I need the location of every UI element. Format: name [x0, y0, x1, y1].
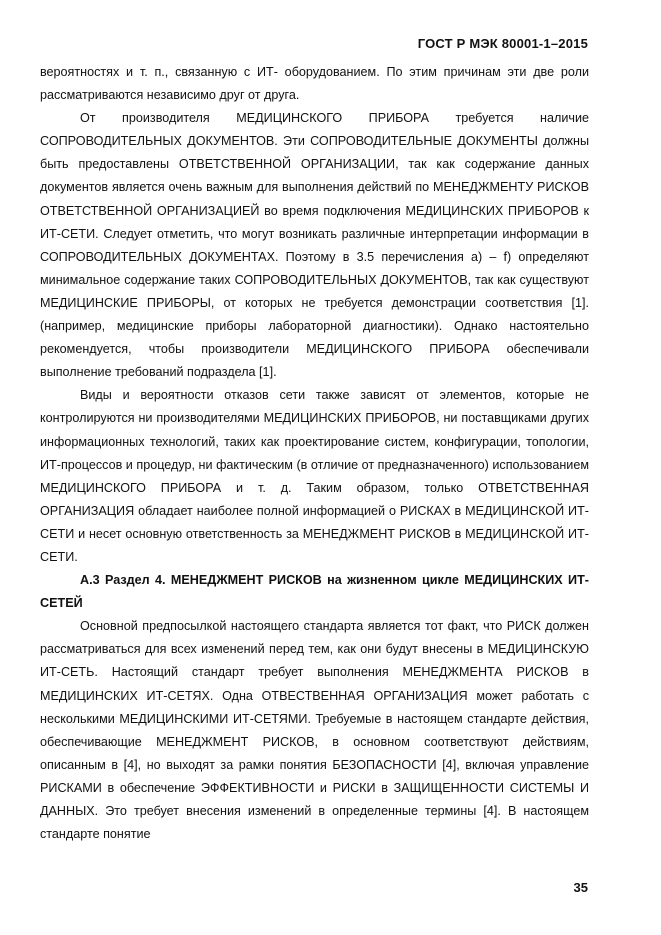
document-body [40, 61, 589, 846]
paragraph-accompanying-documents: От производителя МЕДИЦИНСКОГО ПРИБОРА требуется наличие СОПРОВОДИТЕЛЬНЫХ ДОКУМЕНТОВ. Эти СОПРОВОДИТЕЛЬНЫЕ ДОКУМЕНТЫ должны быть предоставлены ОТВЕТСТВЕННОЙ ОРГАНИЗАЦИИ, так как содержание данных документов является очень важным для выполнения действий по МЕНЕДЖМЕНТУ РИСКОВ ОТВЕТСТВЕННОЙ ОРГАНИЗАЦИЕЙ во время подключения МЕДИЦИНСКИХ ПРИБОРОВ к ИТ-СЕТИ. Следует отметить, что могут возникать различные интерпретации информации в СОПРОВОДИТЕЛЬНЫХ ДОКУМЕНТАХ. Поэтому в 3.5 перечисления а) – f) определяют минимальное содержание таких СОПРОВОДИТЕЛЬНЫХ ДОКУМЕНТОВ, так как существуют МЕДИЦИНСКИЕ ПРИБОРЫ, от которых не требуется демонстрации соответствия [1]. (например, медицинские приборы лабораторной диагностики). Однако настоятельно рекомендуется, чтобы производители МЕДИЦИНСКОГО ПРИБОРА обеспечивали выполнение требований подраздела [1]. [40, 111, 589, 380]
paragraph-risk-management: Основной предпосылкой настоящего стандарта является тот факт, что РИСК должен рассматриваться для всех изменений перед тем, как они будут внесены в МЕДИЦИНСКУЮ ИТ-СЕТЬ. Настоящий стандарт требует выполнения МЕНЕДЖМЕНТА РИСКОВ в МЕДИЦИНСКИХ ИТ-СЕТЯХ. Одна ОТВЕСТВЕННАЯ ОРГАНИЗАЦИЯ может работать с несколькими МЕДИЦИНСКИМИ ИТ-СЕТЯМИ. Требуемые в настоящем стандарте действия, обеспечивающие МЕНЕДЖМЕНТ РИСКОВ, в основном соответствуют действиям, описанным в [4], но выходят за рамки понятия БЕЗОПАСНОСТИ [4], включая управление РИСКАМИ в обеспечение ЭФФЕКТИВНОСТИ и РИСКИ в ЗАЩИЩЕННОСТИ СИСТЕМЫ И ДАННЫХ. Это требует внесения изменений в определенные термины [4]. В настоящем стандарте понятие [40, 619, 589, 842]
paragraph-continuation: вероятностях и т. п., связанную с ИТ- оборудованием. По этим причинам эти две роли рассматриваются независимо друг от друга. [40, 65, 589, 103]
page-number: 35 [573, 880, 588, 895]
section-heading: А.3 Раздел 4. МЕНЕДЖМЕНТ РИСКОВ на жизненном цикле МЕДИЦИНСКИХ ИТ-СЕТЕЙ [40, 573, 589, 611]
paragraph-network-failures: Виды и вероятности отказов сети также зависят от элементов, которые не контролируются ни производителями МЕДИЦИНСКИХ ПРИБОРОВ, ни поставщиками других информационных технологий, таких как проектирование систем, конфигурации, топологии, ИТ-процессов и процедур, ни фактическим (в отличие от предназначенного) использованием МЕДИЦИНСКОГО ПРИБОРА и т. д. Таким образом, только ОТВЕТСТВЕННАЯ ОРГАНИЗАЦИЯ обладает наиболее полной информацией о РИСКАХ в МЕДИЦИНСКОЙ ИТ-СЕТИ и несет основную ответственность за МЕНЕДЖМЕНТ РИСКОВ в МЕДИЦИНСКОЙ ИТ-СЕТИ. [40, 388, 589, 564]
document-header: ГОСТ Р МЭК 80001-1–2015 [417, 36, 588, 51]
